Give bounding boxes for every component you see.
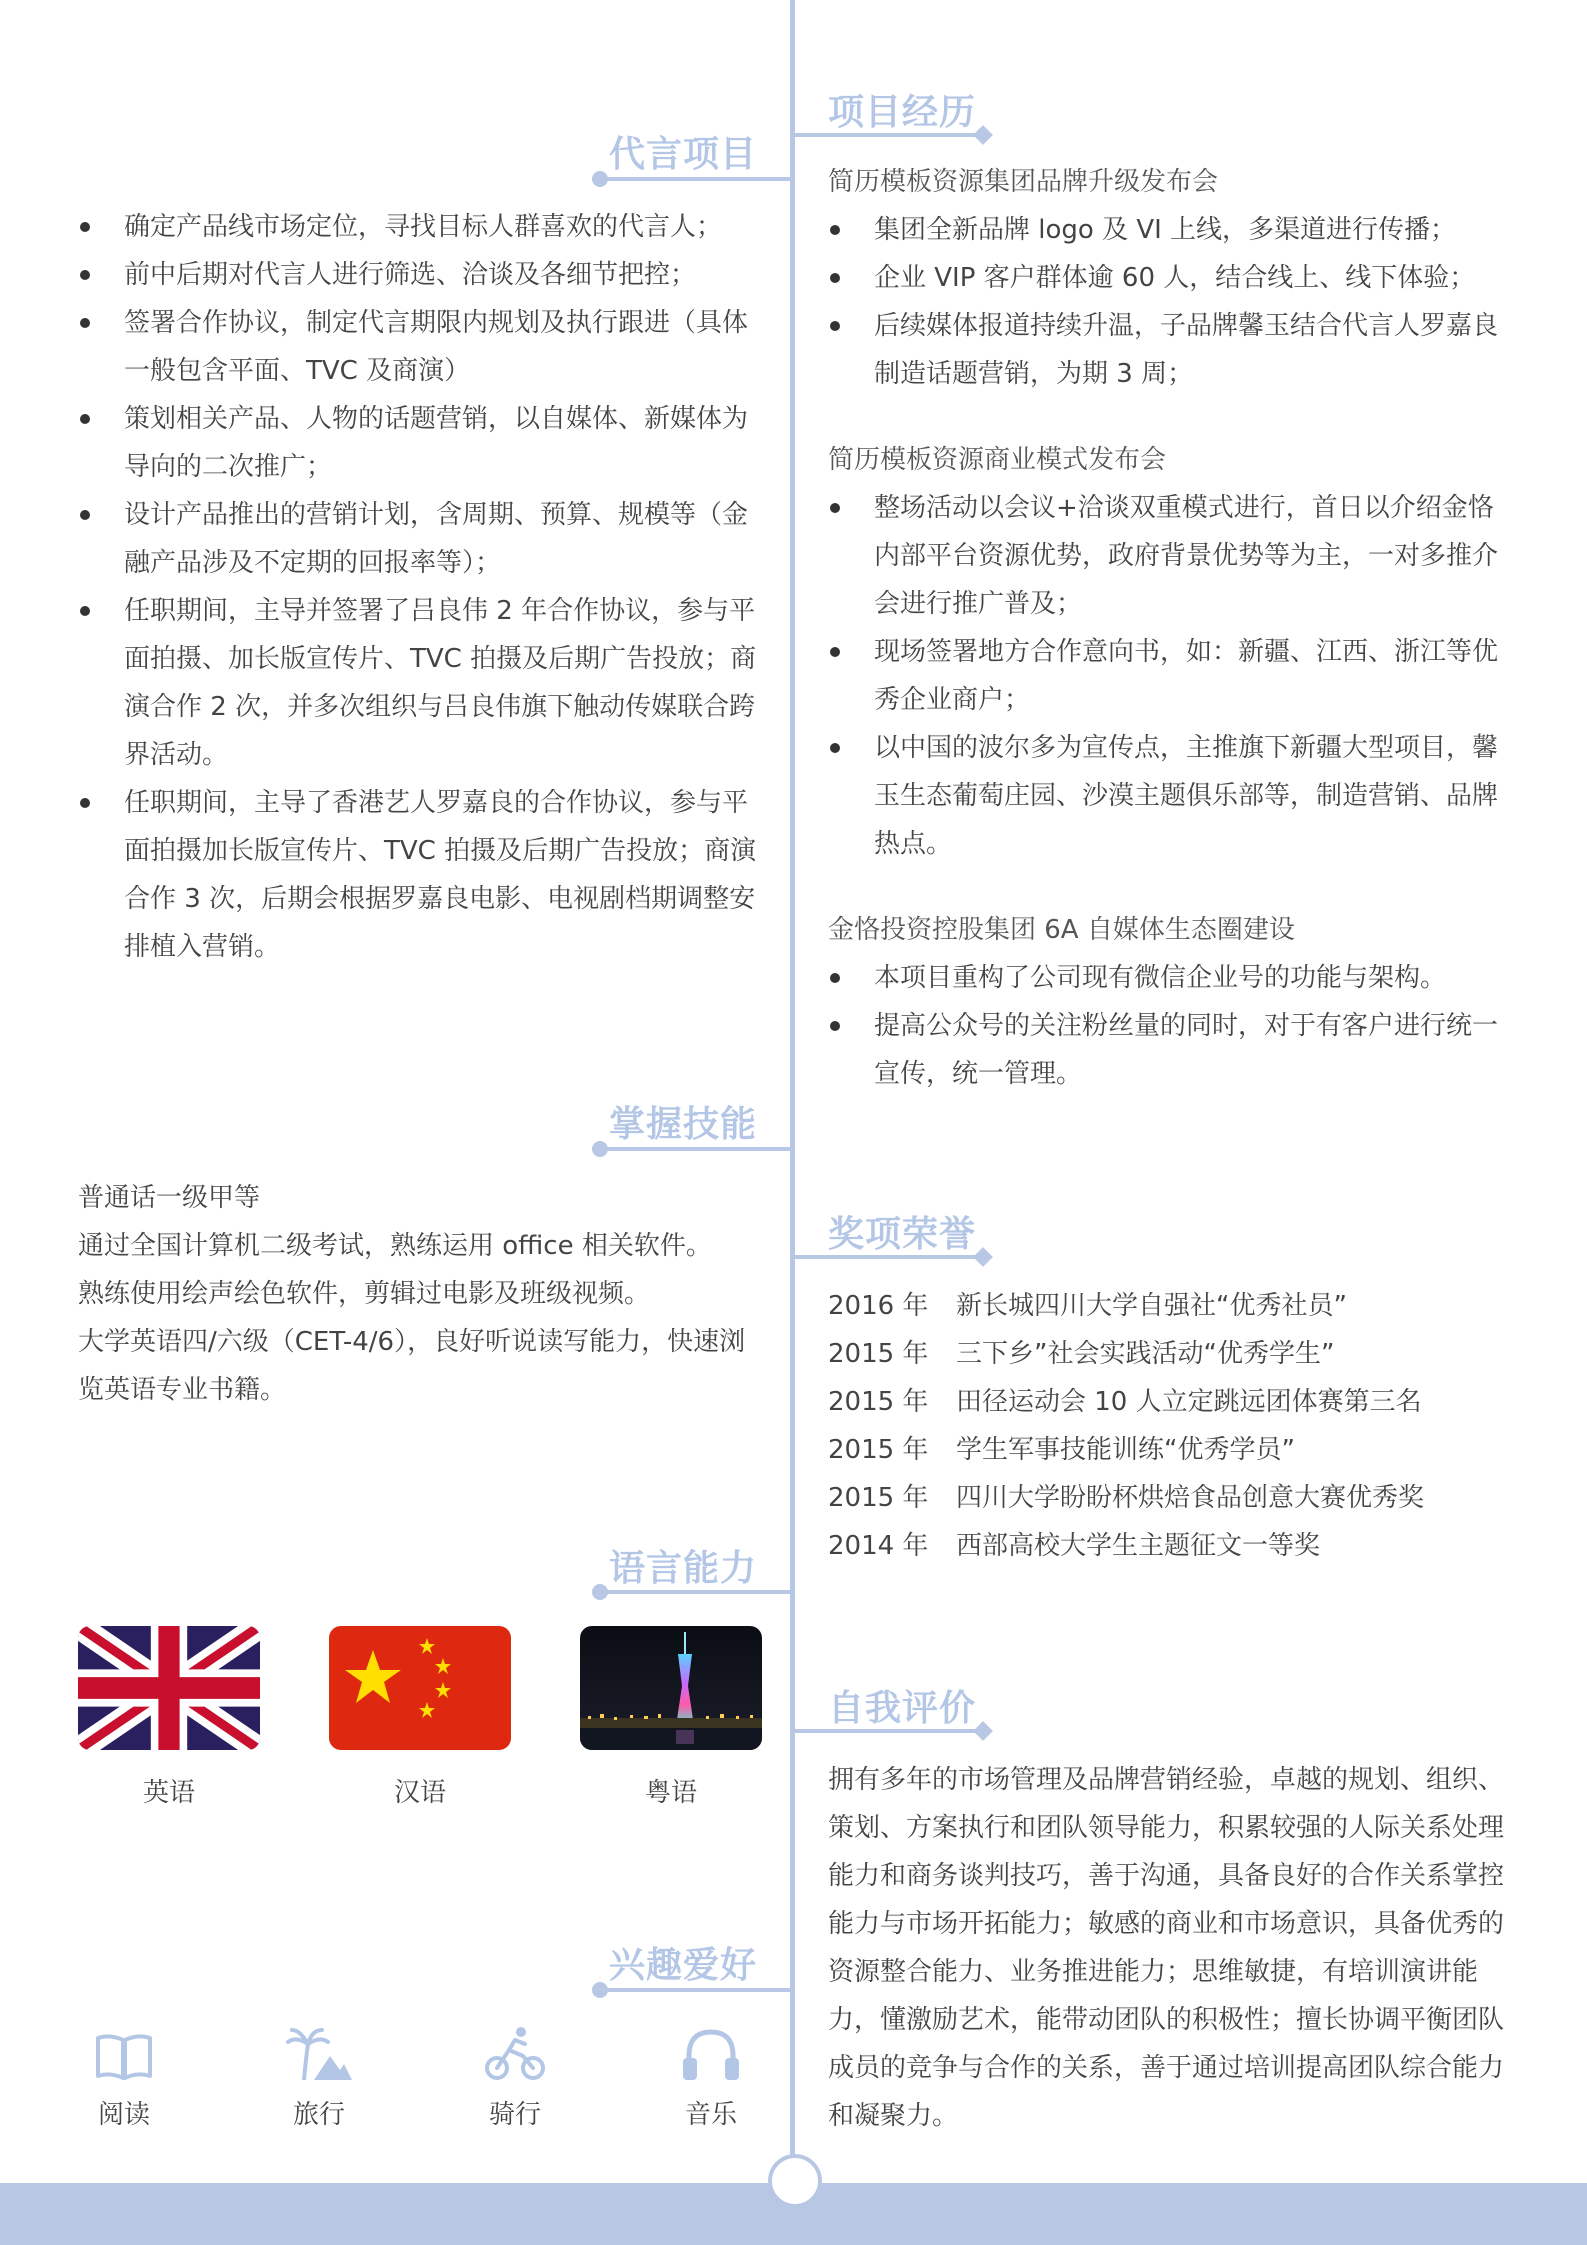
list-item: 任职期间，主导并签署了吕良伟 2 年合作协议，参与平面拍摄、加长版宣传片、TVC 拍摄及后期广告投放；商演合作 2 次，并多次组织与吕良伟旗下触动传媒联合跨界活动。 xyxy=(78,587,764,779)
language-label: 汉语 xyxy=(393,1778,446,1808)
list-item: 策划相关产品、人物的话题营销，以自媒体、新媒体为导向的二次推广； xyxy=(78,395,764,491)
section-title-hobbies: 兴趣爱好 xyxy=(608,1945,757,1986)
award-text: 三下乡”社会实践活动“优秀学生” xyxy=(956,1339,1335,1369)
skill-line: 大学英语四/六级（CET-4/6），良好听说读写能力，快速浏览英语专业书籍。 xyxy=(78,1327,746,1405)
language-label: 英语 xyxy=(142,1778,195,1808)
award-row xyxy=(828,1522,1528,1570)
award-text: 西部高校大学生主题征文一等奖 xyxy=(956,1531,1321,1561)
list-item: 设计产品推出的营销计划，含周期、预算、规模等（金融产品涉及不定期的回报率等）； xyxy=(78,491,764,587)
award-year: 2015 年 xyxy=(828,1483,929,1513)
award-year: 2015 年 xyxy=(828,1435,929,1465)
hobby-label: 骑行 xyxy=(488,2100,541,2130)
list-item: 后续媒体报道持续升温，子品牌馨玉结合代言人罗嘉良制造话题营销，为期 3 周； xyxy=(828,302,1518,398)
book-icon xyxy=(64,2022,184,2082)
awards-list xyxy=(828,1282,1528,1570)
uk-flag-icon xyxy=(78,1626,260,1750)
project-list xyxy=(828,954,1518,1098)
section-connector-line xyxy=(600,1988,792,1992)
section-connector-line xyxy=(600,1590,792,1594)
skill-line: 通过全国计算机二级考试，熟练运用 office 相关软件。 xyxy=(78,1231,712,1261)
list-item: 确定产品线市场定位，寻找目标人群喜欢的代言人； xyxy=(78,203,764,251)
section-title-skills: 掌握技能 xyxy=(608,1104,757,1145)
award-year: 2016 年 xyxy=(828,1291,929,1321)
china-flag-icon xyxy=(329,1626,511,1750)
list-item: 签署合作协议，制定代言期限内规划及执行跟进（具体一般包含平面、TVC 及商演） xyxy=(78,299,764,395)
section-connector-line xyxy=(600,177,792,181)
hobby-label: 阅读 xyxy=(97,2100,150,2130)
award-row xyxy=(828,1330,1528,1378)
canton-tower-icon xyxy=(580,1626,762,1750)
section-title-awards: 奖项荣誉 xyxy=(828,1214,977,1255)
list-item: 任职期间，主导了香港艺人罗嘉良的合作协议，参与平面拍摄加长版宣传片、TVC 拍摄及后期广告投放；商演合作 3 次，后期会根据罗嘉良电影、电视剧档期调整安排植入营销。 xyxy=(78,779,764,971)
hobby-cycling xyxy=(455,2022,575,2131)
project-name: 简历模板资源集团品牌升级发布会 xyxy=(828,167,1219,197)
language-cantonese xyxy=(580,1626,762,1809)
headphones-icon xyxy=(651,2022,771,2082)
award-text: 新长城四川大学自强社“优秀社员” xyxy=(956,1291,1347,1321)
section-connector-diamond xyxy=(973,1247,993,1267)
section-connector-line xyxy=(600,1147,792,1151)
self-evaluation-text: 拥有多年的市场管理及品牌营销经验，卓越的规划、组织、策划、方案执行和团队领导能力，积累较强的人际关系处理能力和商务谈判技巧，善于沟通，具备良好的合作关系掌控能力与市场开拓能力；敏感的商业和市场意识，具备优秀的资源整合能力、业务推进能力；思维敏捷，有培训演讲能力，懂激励艺术，能带动团队的积极性；擅长协调平衡团队成员的竞争与合作的关系，善于通过培训提高团队综合能力和凝聚力。 xyxy=(828,1765,1505,2131)
list-item: 整场活动以会议+洽谈双重模式进行，首日以介绍金恪内部平台资源优势，政府背景优势等为主，一对多推介会进行推广普及； xyxy=(828,484,1518,628)
award-text: 田径运动会 10 人立定跳远团体赛第三名 xyxy=(956,1387,1422,1417)
award-year: 2015 年 xyxy=(828,1339,929,1369)
award-row xyxy=(828,1426,1528,1474)
project-name: 简历模板资源商业模式发布会 xyxy=(828,445,1167,475)
project-name: 金恪投资控股集团 6A 自媒体生态圈建设 xyxy=(828,915,1295,945)
language-chinese xyxy=(329,1626,511,1809)
hobby-reading xyxy=(64,2022,184,2131)
timeline-end-circle xyxy=(768,2154,822,2208)
section-connector-diamond xyxy=(973,1721,993,1741)
bicycle-icon xyxy=(455,2022,575,2082)
section-connector-line xyxy=(792,133,982,137)
language-label: 粤语 xyxy=(644,1778,697,1808)
skill-line: 普通话一级甲等 xyxy=(78,1183,261,1213)
hobby-music xyxy=(651,2022,771,2131)
section-title-self-evaluation: 自我评价 xyxy=(828,1688,977,1729)
endorsement-list xyxy=(78,203,764,971)
list-item: 现场签署地方合作意向书，如：新疆、江西、浙江等优秀企业商户； xyxy=(828,628,1518,724)
award-row xyxy=(828,1282,1528,1330)
language-english xyxy=(78,1626,260,1809)
list-item: 以中国的波尔多为宣传点，主推旗下新疆大型项目，馨玉生态葡萄庄园、沙漠主题俱乐部等，制造营销、品牌热点。 xyxy=(828,724,1518,868)
section-title-endorsement: 代言项目 xyxy=(608,134,757,175)
section-title-languages: 语言能力 xyxy=(608,1548,757,1589)
section-connector-line xyxy=(792,1255,982,1259)
project-list xyxy=(828,206,1518,398)
list-item: 企业 VIP 客户群体逾 60 人，结合线上、线下体验； xyxy=(828,254,1518,302)
award-row xyxy=(828,1378,1528,1426)
hobby-travel xyxy=(259,2022,379,2131)
hobby-label: 旅行 xyxy=(292,2100,345,2130)
award-year: 2014 年 xyxy=(828,1531,929,1561)
list-item: 前中后期对代言人进行筛选、洽谈及各细节把控； xyxy=(78,251,764,299)
section-connector-diamond xyxy=(973,125,993,145)
list-item: 本项目重构了公司现有微信企业号的功能与架构。 xyxy=(828,954,1518,1002)
timeline-spine xyxy=(790,0,795,2210)
award-year: 2015 年 xyxy=(828,1387,929,1417)
palm-tree-icon xyxy=(259,2022,379,2082)
award-row xyxy=(828,1474,1528,1522)
skills-block xyxy=(78,1174,768,1414)
list-item: 提高公众号的关注粉丝量的同时，对于有客户进行统一宣传，统一管理。 xyxy=(828,1002,1518,1098)
award-text: 学生军事技能训练“优秀学员” xyxy=(956,1435,1295,1465)
project-list xyxy=(828,484,1518,868)
award-text: 四川大学盼盼杯烘焙食品创意大赛优秀奖 xyxy=(956,1483,1425,1513)
projects-block xyxy=(828,158,1518,1098)
section-connector-line xyxy=(792,1729,982,1733)
section-title-projects: 项目经历 xyxy=(828,92,977,133)
skill-line: 熟练使用绘声绘色软件，剪辑过电影及班级视频。 xyxy=(78,1279,651,1309)
list-item: 集团全新品牌 logo 及 VI 上线，多渠道进行传播； xyxy=(828,206,1518,254)
hobby-label: 音乐 xyxy=(684,2100,737,2130)
